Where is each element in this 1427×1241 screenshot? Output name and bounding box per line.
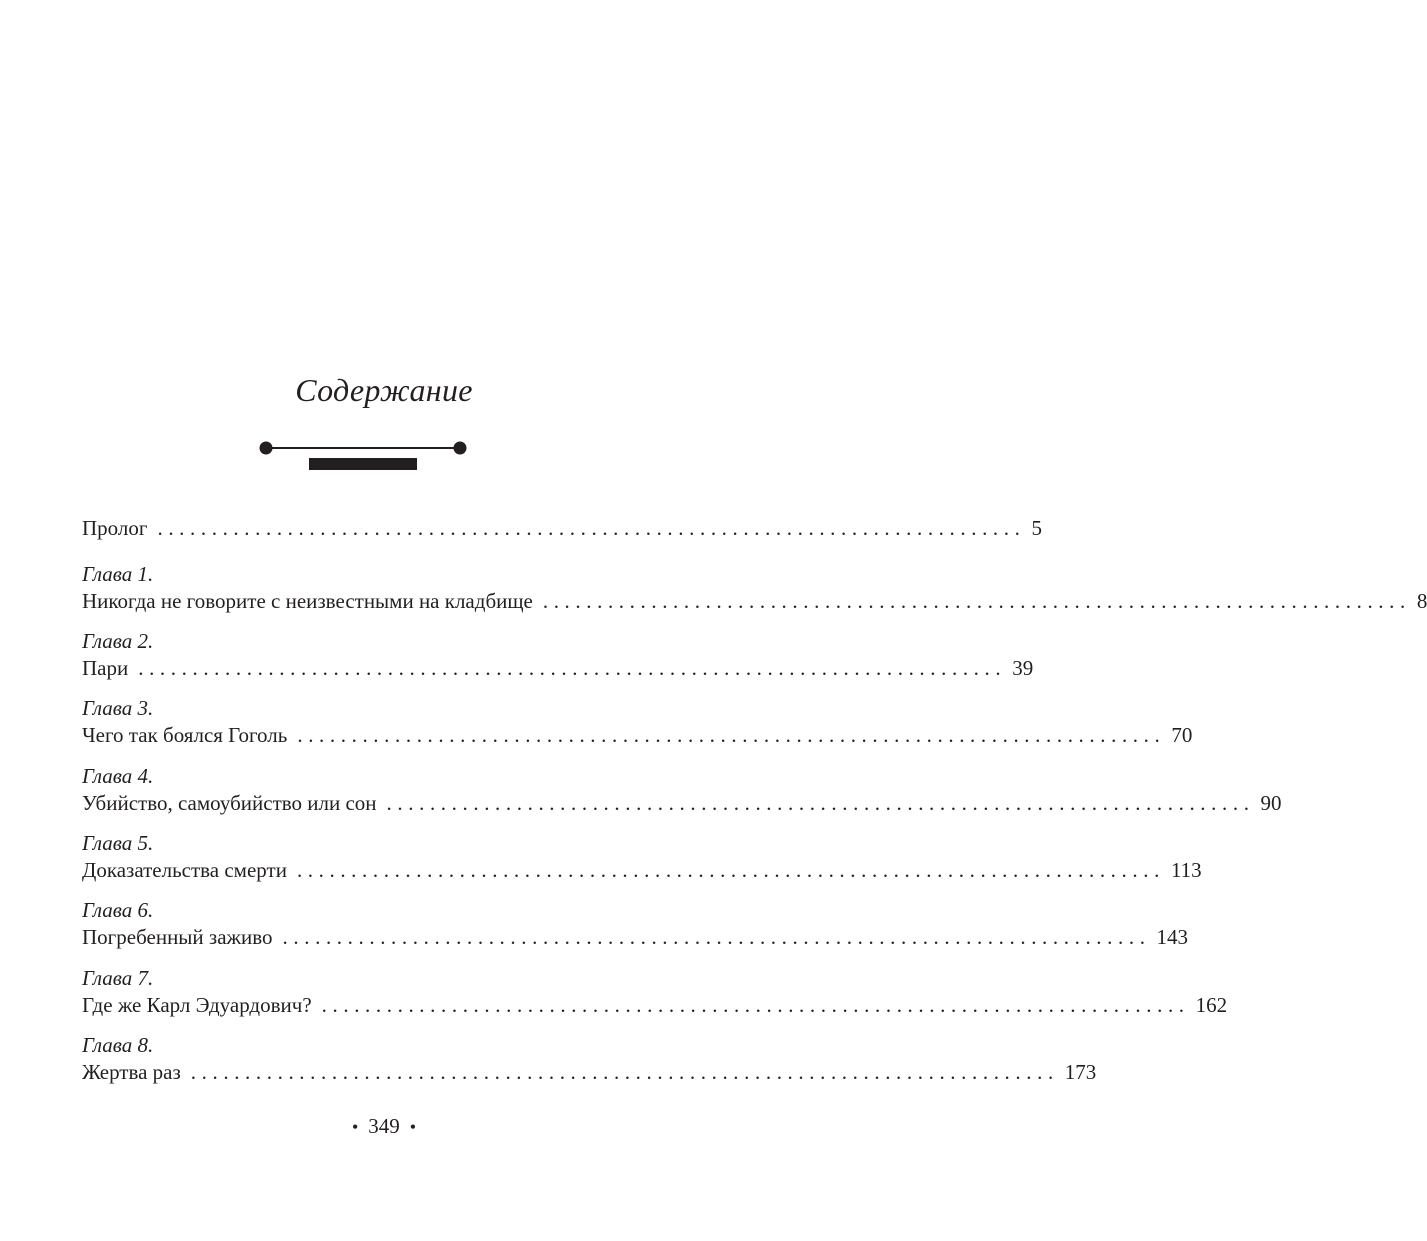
toc-entry-chapter-7[interactable]	[82, 965, 1228, 1019]
toc-entry-chapter-2[interactable]	[82, 628, 1034, 682]
toc-page-number: 173	[1064, 1060, 1097, 1084]
toc-entry-chapter-8[interactable]	[82, 1032, 1097, 1086]
dot-leader: ................................................................................	[190, 1060, 1059, 1084]
page-number: 349	[368, 1114, 400, 1138]
toc-entry-chapter-5[interactable]	[82, 830, 1202, 884]
toc-row	[82, 856, 1202, 884]
toc-entry-chapter-4[interactable]	[82, 763, 1282, 817]
toc-page-number: 8	[1416, 589, 1427, 613]
page-title: Содержание	[295, 372, 473, 408]
dot-leader: ................................................................................	[282, 925, 1151, 949]
chapter-label: Глава 5.	[82, 831, 154, 855]
toc-page-number: 90	[1260, 791, 1282, 815]
bullet-icon: •	[351, 1117, 359, 1137]
toc-entry-chapter-1[interactable]	[82, 561, 1427, 615]
toc-entry-title: Доказательства смерти	[82, 858, 287, 882]
toc-row	[82, 923, 1189, 951]
table-of-contents	[82, 0, 1427, 1241]
dot-leader: ................................................................................	[297, 723, 1166, 747]
dot-leader: ................................................................................	[157, 516, 1026, 540]
toc-entry-prologue[interactable]	[82, 514, 1042, 542]
toc-entry-title: Жертва раз	[82, 1060, 181, 1084]
toc-page-number: 70	[1171, 723, 1193, 747]
dot-leader: ................................................................................	[542, 589, 1411, 613]
toc-page-number: 39	[1012, 656, 1034, 680]
chapter-label: Глава 4.	[82, 764, 154, 788]
toc-page-number: 143	[1156, 925, 1189, 949]
toc-page-number: 113	[1170, 858, 1202, 882]
chapter-label: Глава 2.	[82, 629, 154, 653]
toc-entry-chapter-6[interactable]	[82, 897, 1189, 951]
toc-row	[82, 721, 1193, 749]
toc-entry-title: Убийство, самоубийство или сон	[82, 791, 377, 815]
dot-leader: ................................................................................	[386, 791, 1255, 815]
dot-leader: ................................................................................	[321, 993, 1190, 1017]
toc-entry-title: Пари	[82, 656, 129, 680]
toc-row	[82, 654, 1034, 682]
toc-page-number: 162	[1195, 993, 1228, 1017]
toc-row	[82, 514, 1042, 542]
toc-row	[82, 789, 1282, 817]
dot-leader: ................................................................................	[138, 656, 1007, 680]
toc-page-number: 5	[1031, 516, 1042, 540]
dot-leader: ................................................................................	[296, 858, 1165, 882]
bullet-icon: •	[409, 1117, 417, 1137]
chapter-label: Глава 8.	[82, 1033, 154, 1057]
toc-entry-title: Где же Карл Эдуардович?	[82, 993, 312, 1017]
chapter-label: Глава 7.	[82, 966, 154, 990]
chapter-label: Глава 1.	[82, 562, 154, 586]
toc-row	[82, 587, 1427, 615]
chapter-label: Глава 6.	[82, 898, 154, 922]
toc-entry-title: Погребенный заживо	[82, 925, 273, 949]
toc-entry-chapter-3[interactable]	[82, 695, 1193, 749]
toc-entry-title: Никогда не говорите с неизвестными на кладбище	[82, 589, 533, 613]
toc-entry-title: Чего так боялся Гоголь	[82, 723, 288, 747]
chapter-label: Глава 3.	[82, 696, 154, 720]
toc-entry-title: Пролог	[82, 516, 148, 540]
toc-row	[82, 1058, 1097, 1086]
page-folio	[0, 1112, 768, 1141]
toc-row	[82, 991, 1228, 1019]
